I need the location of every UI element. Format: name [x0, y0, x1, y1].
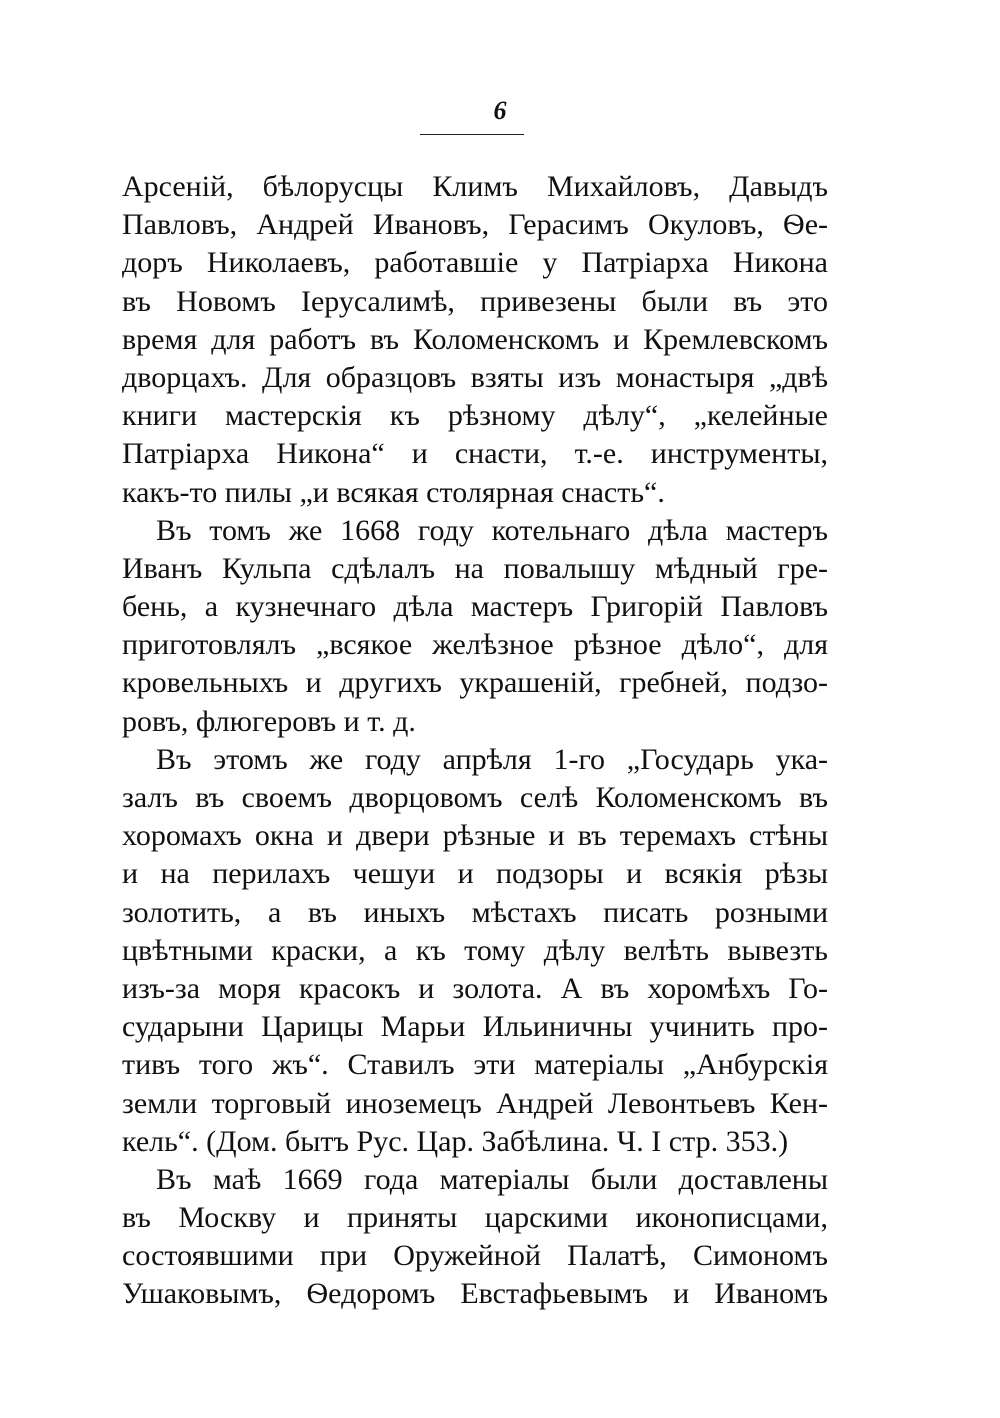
text-line: Павловъ, Андрей Ивановъ, Герасимъ Окуловъ, Ѳе- — [122, 208, 828, 242]
text-line: Ушаковымъ, Ѳедоромъ Евстафьевымъ и Иваномъ — [122, 1277, 828, 1311]
paragraph-2 — [122, 512, 828, 741]
text-line: Арсеній, бѣлорусцы Климъ Михайловъ, Давыдъ — [122, 170, 828, 203]
text-line: какъ-то пилы „и всякая столярная снасть“. — [122, 475, 665, 509]
text-line: золотить, а въ иныхъ мѣстахъ писать розными — [122, 895, 828, 929]
text-line: Иванъ Кульпа сдѣлалъ на повалышу мѣдный гре- — [122, 551, 828, 585]
text-line: земли торговый иноземецъ Андрей Левонтьевъ Кен- — [122, 1086, 828, 1120]
text-line: доръ Николаевъ, работавшіе у Патріарха Никона — [122, 246, 828, 280]
text-line: приготовлялъ „всякое желѣзное рѣзное дѣло“, для — [122, 628, 828, 662]
text-line: залъ въ своемъ дворцовомъ селѣ Коломенскомъ въ — [122, 781, 828, 814]
body-text — [122, 168, 828, 1314]
text-line: ровъ, флюгеровъ и т. д. — [122, 704, 416, 738]
text-line: сударыни Царицы Марьи Ильиничны учинить про- — [122, 1010, 828, 1044]
text-line: Патріарха Никона“ и снасти, т.-е. инструменты, — [122, 437, 828, 471]
text-line: время для работъ въ Коломенскомъ и Кремлевскомъ — [122, 322, 828, 356]
text-line: состоявшими при Оружейной Палатѣ, Симономъ — [122, 1239, 828, 1273]
paragraph-1 — [122, 168, 828, 512]
text-line: дворцахъ. Для образцовъ взяты изъ монастыря „двѣ — [122, 360, 828, 394]
paragraph-3 — [122, 741, 828, 1161]
text-line: въ Новомъ Іерусалимѣ, привезены были въ это — [122, 284, 828, 318]
text-line: изъ-за моря красокъ и золота. А въ хоромѣхъ Го- — [122, 971, 828, 1005]
paragraph-4 — [122, 1161, 828, 1314]
text-line: Въ томъ же 1668 году котельнаго дѣла мастеръ — [156, 513, 828, 547]
text-line: кель“. (Дом. бытъ Рус. Цар. Забѣлина. Ч. I стр. 353.) — [122, 1124, 789, 1158]
text-line: въ Москву и приняты царскими иконописцами, — [122, 1201, 828, 1235]
page-number-rule — [420, 134, 524, 135]
text-line: и на перилахъ чешуи и подзоры и всякія рѣзы — [122, 857, 828, 891]
text-line: бень, а кузнечнаго дѣла мастеръ Григорій Павловъ — [122, 590, 828, 624]
text-line: тивъ того жъ“. Ставилъ эти матеріалы „Анбурскія — [122, 1048, 828, 1082]
text-line: хоромахъ окна и двери рѣзные и въ теремахъ стѣны — [122, 819, 828, 853]
text-line: Въ маѣ 1669 года матеріалы были доставлены — [156, 1162, 828, 1196]
text-line: книги мастерскія къ рѣзному дѣлу“, „келейные — [122, 399, 828, 433]
page-number: 6 — [493, 96, 507, 125]
text-line: кровельныхъ и другихъ украшеній, гребней, подзо- — [122, 666, 828, 700]
text-line: Въ этомъ же году апрѣля 1-го „Государь ука- — [156, 742, 828, 776]
text-line: цвѣтными краски, а къ тому дѣлу велѣть вывезть — [122, 933, 828, 967]
